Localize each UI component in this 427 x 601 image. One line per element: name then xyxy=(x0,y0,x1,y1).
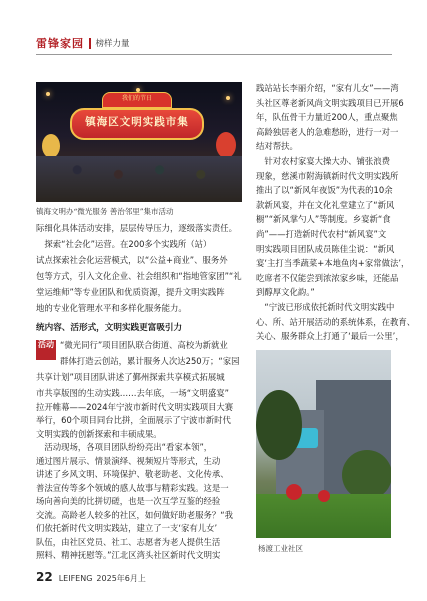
text-line: 普法宣传等多个领域的感人故事与精彩实践。这是一 xyxy=(36,482,229,493)
text-line: 群体打造云创站，累计服务人次达250万；“家园 xyxy=(60,356,240,366)
text-line: 尚”——打造新时代农村“新风宴”文 xyxy=(256,229,387,239)
text-line: 共享计划”项目团队讲述了鄞州探索共享模式拓展城 xyxy=(36,372,225,382)
market-event-photo xyxy=(36,82,242,202)
issue-date: 2025年6月上 xyxy=(96,574,146,583)
text-line: 心、所、站开展活动的系统体系，在教育、 xyxy=(256,316,416,327)
text-line: 讲述了乡风文明、环境保护、敬老助老、文化传承、 xyxy=(36,469,229,479)
text-line: 际细化具体活动安排，层层传导压力，逐级落实责任。 xyxy=(36,223,237,233)
text-line: 明实践项目团队成员陈佳尘说：“新风 xyxy=(256,243,395,254)
text-line: 吃席者不仅能尝到浓浓家乡味，还能品 xyxy=(256,272,399,283)
page-number: 22 xyxy=(36,570,53,584)
text-line: 通过图片展示、情景演绎、视频短片等形式，生动 xyxy=(36,455,221,466)
light-dot xyxy=(226,96,230,100)
text-line: 针对农村家宴大操大办、铺张浪费 xyxy=(256,156,390,166)
header-divider xyxy=(89,38,91,49)
text-line: 橱”“新风掌勺人”等制度。乡宴新“食 xyxy=(256,214,391,225)
balloon xyxy=(216,132,236,158)
text-line: “微光同行”项目团队联合街道、高校为新就业 xyxy=(60,340,228,350)
text-line: 包等方式，引入文化企业、社会组织和“指地管家团”“礼 xyxy=(36,271,242,281)
column-name: 榜样力量 xyxy=(95,39,130,49)
tree xyxy=(256,390,302,460)
footer-brand: LEIFENG xyxy=(58,574,93,583)
text-line: 到醇厚文化韵。” xyxy=(256,287,315,298)
text-line: 款新风宴，并在文化礼堂建立了“新风 xyxy=(256,199,395,210)
text-line: 践站站长李丽介绍，“家有儿女”——湾 xyxy=(256,83,399,93)
page-footer xyxy=(36,570,146,584)
section-tag: 活动 xyxy=(36,340,56,360)
text-line: 地的专业化管理水平和多样化服务能力。 xyxy=(36,303,187,313)
text-line: “宁波已形成依托新时代文明实践中 xyxy=(256,302,395,312)
running-header xyxy=(36,34,130,52)
text-line: 关心、服务群众上打通了‘最后一公里’， xyxy=(256,331,404,342)
arch-top-text: 我们的节日 xyxy=(121,95,152,102)
photo1-caption: 镇海文明办“微光服务 善治邻里”集市活动 xyxy=(36,207,174,216)
crowd xyxy=(36,156,242,202)
text-line: 场向善向美的比拼切磋，也是一次互学互鉴的经验 xyxy=(36,496,221,506)
text-line: 年，队伍骨干力量近200人，重点聚焦 xyxy=(256,112,398,123)
text-line: 现象，慈溪市附海镇新时代文明实践所 xyxy=(256,170,399,181)
balloon xyxy=(42,134,60,158)
red-sculpture xyxy=(318,490,330,502)
text-line: 高龄独居老人的急难愁盼，进行一对一 xyxy=(256,126,399,137)
text-line: 头社区尊老新风尚文明实践项目已开展6 xyxy=(256,97,404,108)
tree xyxy=(342,450,391,500)
text-line: 堂运维师”等专业团队和优质资源，提升文明实践阵 xyxy=(36,287,225,297)
light-dot xyxy=(46,92,50,96)
arch-text: 镇海区文明实践市集 xyxy=(85,116,189,128)
text-line: 文明实践的创新探索和丰硕成果。 xyxy=(36,428,162,439)
text-line: 举行，60个项目同台比拼，全面展示了宁波市新时代 xyxy=(36,415,231,425)
red-sculpture xyxy=(286,484,302,500)
text-line: 队伍，由社区党员、社工、志愿者为老人提供生活 xyxy=(36,536,221,547)
text-line: 探索“社会化”运营。在200多个实践所（站） xyxy=(36,239,212,249)
text-line: 活动现场，各项目团队纷纷亮出“看家本领”， xyxy=(36,442,213,452)
magazine-name: 雷锋家园 xyxy=(36,37,84,50)
text-line: 推出了以“新风年夜饭”为代表的10余 xyxy=(256,185,393,196)
text-line: 们依托新时代文明实践站，建立了一支‘家有儿女’ xyxy=(36,523,218,533)
text-line: 宴‘主打当季蔬菜+本地鱼肉+家常做法’， xyxy=(256,258,410,269)
industrial-community-photo xyxy=(256,350,391,538)
section-heading: 统内容、活形式，文明实践更富吸引力 xyxy=(36,323,183,333)
text-line: 试点探索社会化运营模式，以“公益+商业”、服务外 xyxy=(36,255,228,265)
header-rule xyxy=(36,54,392,55)
event-arch xyxy=(62,95,212,146)
text-line: 市共享版图的生动实践……去年底，一场“文明盛宴” xyxy=(36,388,229,398)
text-line: 结对帮扶。 xyxy=(256,141,298,152)
text-line: 照料、精神抚慰等。”江北区湾头社区新时代文明实 xyxy=(36,550,221,560)
text-line: 交流。高龄老人较多的社区，如何做好助老服务？“我 xyxy=(36,509,233,520)
photo2-caption: 杨渡工业社区 xyxy=(258,544,303,553)
text-line: 拉开帷幕——2024年宁波市新时代文明实践项目大赛 xyxy=(36,401,234,412)
